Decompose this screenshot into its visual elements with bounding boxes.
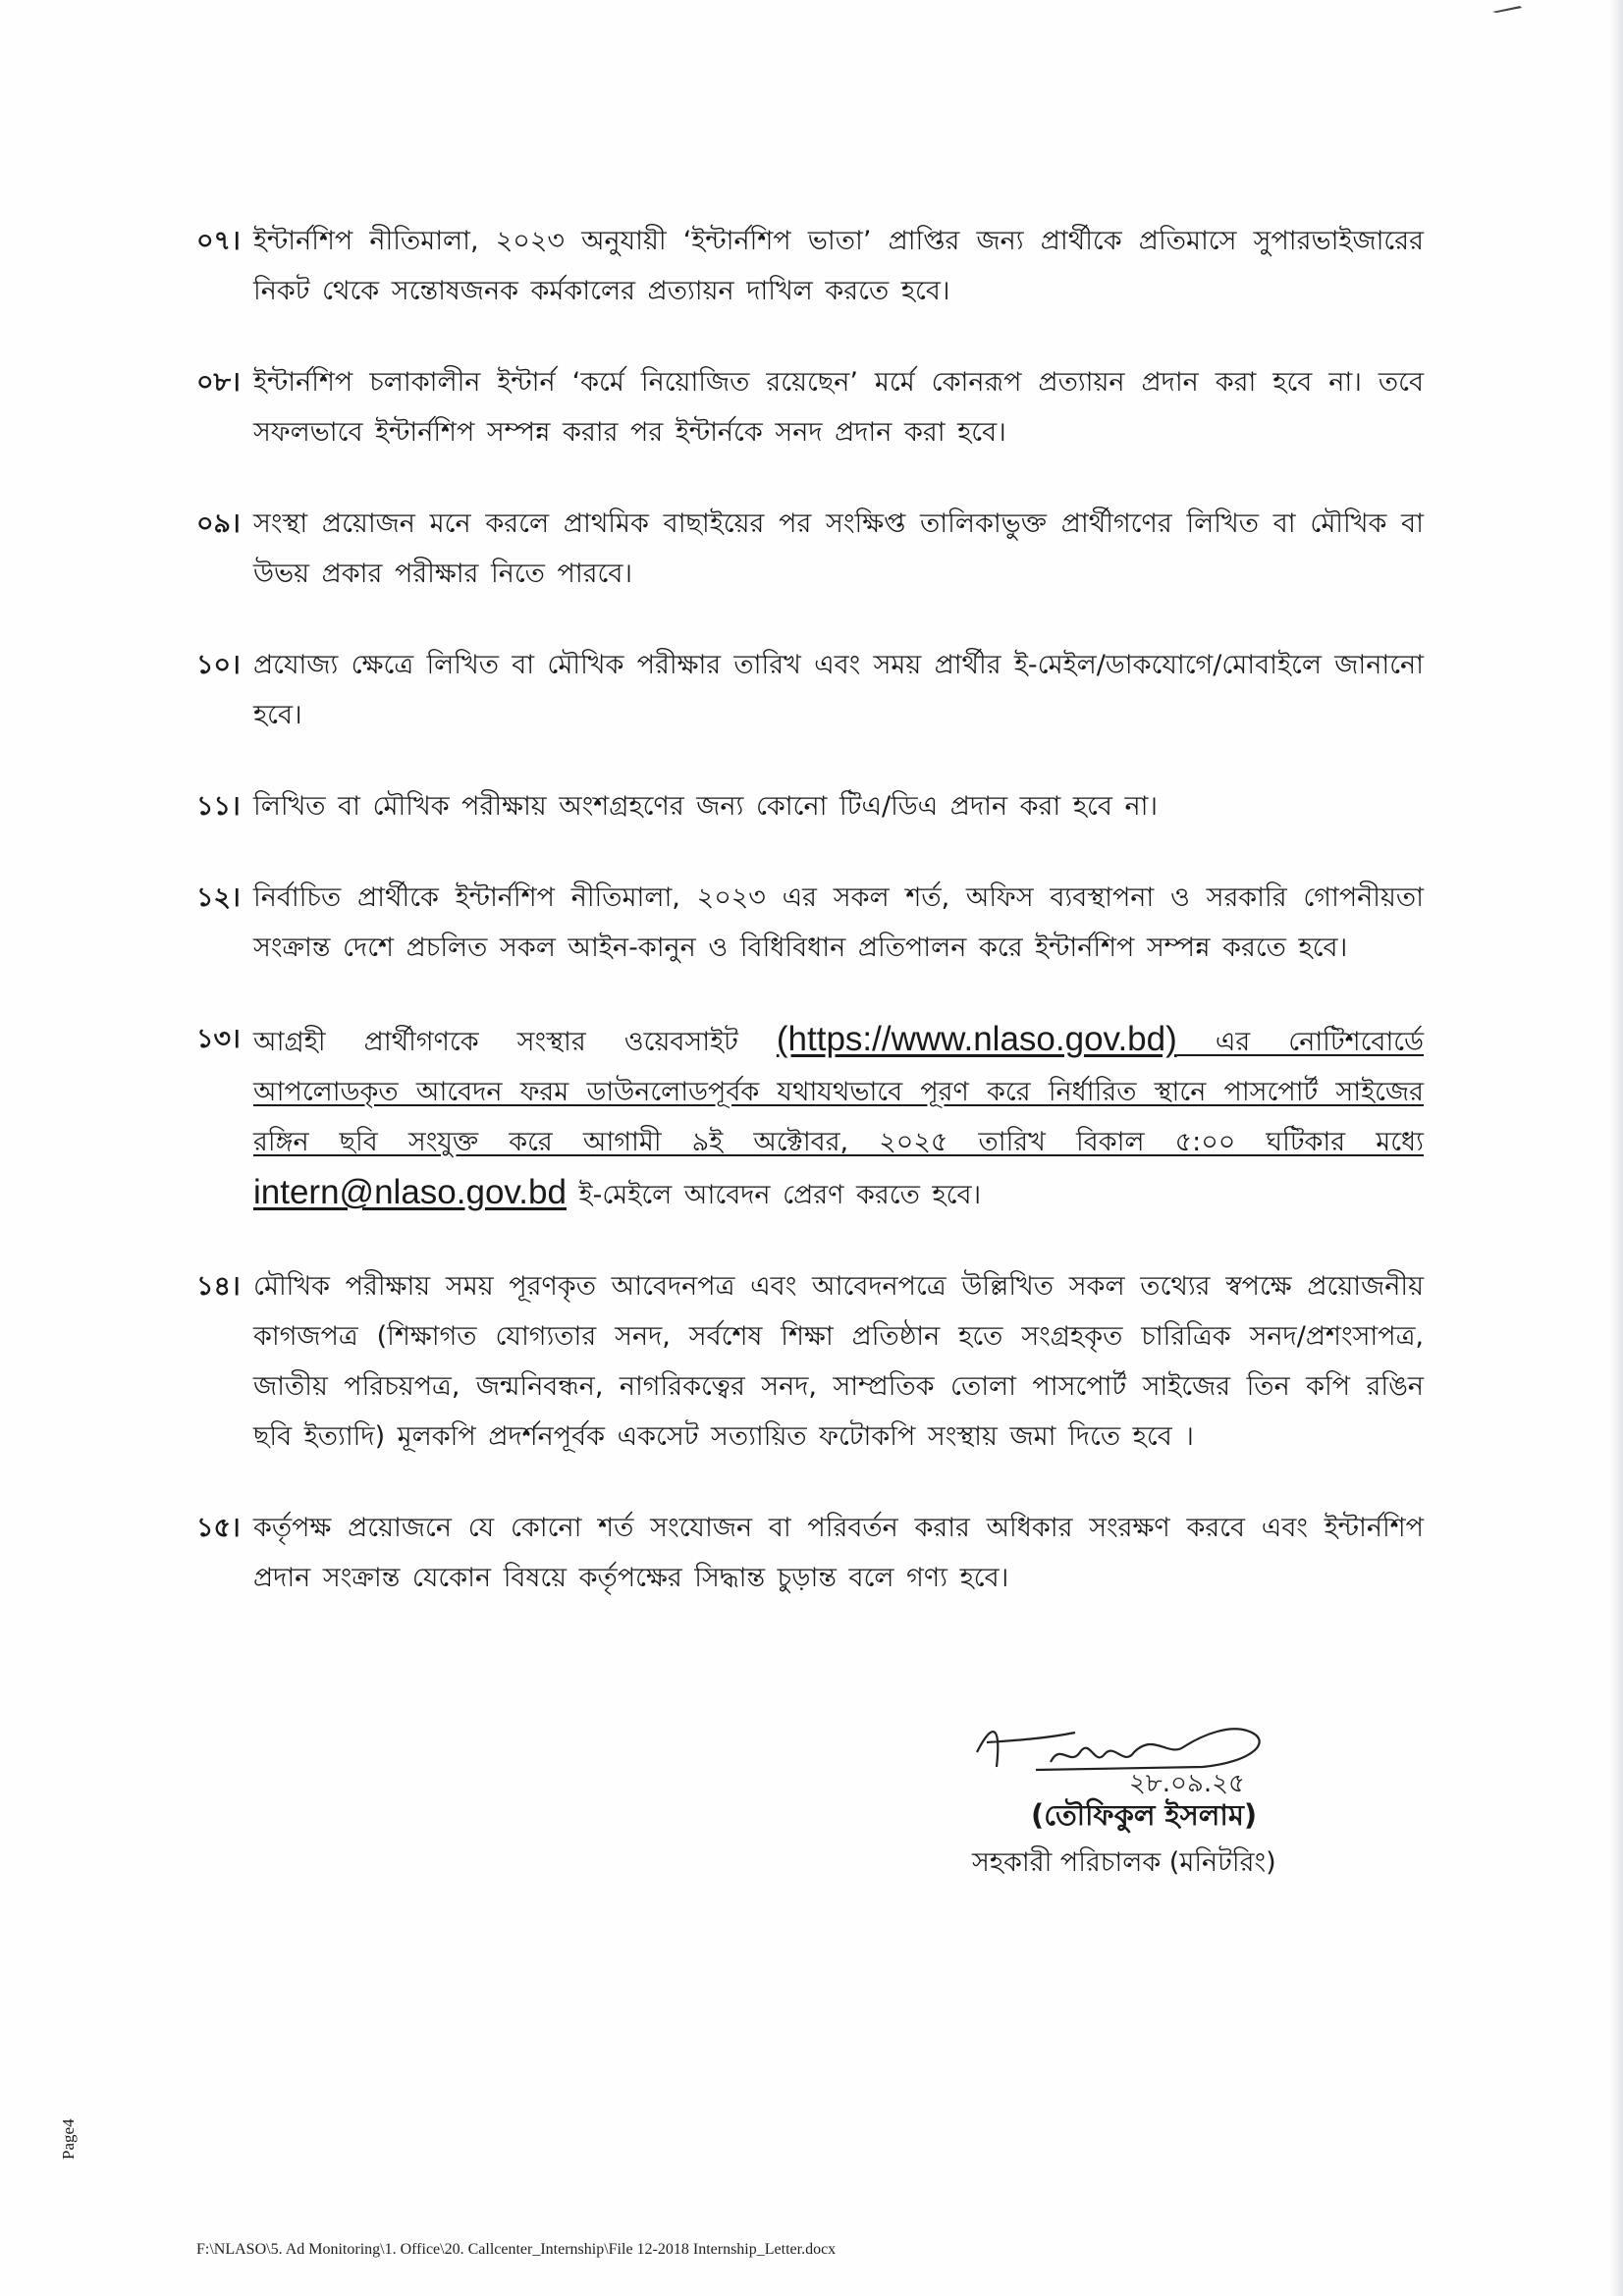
item-text: প্রযোজ্য ক্ষেত্রে লিখিত বা মৌখিক পরীক্ষার তারিখ এবং সময় প্রার্থীর ই-মেইল/ডাকযোগে/মোবাইলে জানানো হবে। (253, 650, 1424, 730)
item-number: ১৫। (196, 1513, 241, 1543)
file-path: F:\NLASO\5. Ad Monitoring\1. Office\20. Callcenter_Internship\File 12-2018 Internship_Letter.docx (196, 2241, 837, 2258)
item-text: কর্তৃপক্ষ প্রয়োজনে যে কোনো শর্ত সংযোজন বা পরিবর্তন করার অধিকার সংরক্ষণ করবে এবং ইন্টার্নশিপ প্রদান সংক্রান্ত যেকোন বিষয়ে কর্তৃপক্ষের সিদ্ধান্ত চুড়ান্ত বলে গণ্য হবে। (253, 1513, 1424, 1593)
conditions-list (196, 216, 1424, 1644)
list-item (196, 873, 1424, 973)
item-number: ১৩। (196, 1024, 241, 1054)
item-number: ০৭। (196, 226, 241, 256)
item-text: নির্বাচিত প্রার্থীকে ইন্টার্নশিপ নীতিমালা, ২০২৩ এর সকল শর্ত, অফিস ব্যবস্থাপনা ও সরকারি গোপনীয়তা সংক্রান্ত দেশে প্রচলিত সকল আইন-কানুন ও বিধিবিধান প্রতিপালন করে ইন্টার্নশিপ সম্পন্ন করতে হবে। (253, 882, 1424, 963)
item-text: লিখিত বা মৌখিক পরীক্ষায় অংশগ্রহণের জন্য কোনো টিএ/ডিএ প্রদান করা হবে না। (253, 791, 1159, 822)
signer-name: (তৌফিকুল ইসলাম) (1031, 1798, 1258, 1832)
item-number: ১১। (196, 791, 241, 822)
item-number: ১২। (196, 882, 241, 913)
list-item (196, 216, 1424, 316)
list-item (196, 640, 1424, 740)
email-link[interactable]: intern@nlaso.gov.bd (253, 1173, 567, 1211)
list-item-application (196, 1014, 1424, 1220)
signature-date: ২৮.০৯.২৫ (1129, 1769, 1245, 1798)
list-item (196, 499, 1424, 599)
list-item (196, 357, 1424, 457)
page-edge-shadow (1609, 0, 1623, 2296)
item-text (253, 1014, 1424, 1220)
item-number: ০৮। (196, 367, 241, 398)
handwritten-signature (957, 1713, 1281, 1801)
page-label: Page4 (59, 2118, 78, 2160)
item-text: মৌখিক পরীক্ষায় সময় পূরণকৃত আবেদনপত্র এবং আবেদনপত্রে উল্লিখিত সকল তথ্যের স্বপক্ষে প্রয়োজনীয় কাগজপত্র (শিক্ষাগত যোগ্যতার সনদ, সর্বশেষ শিক্ষা প্রতিষ্ঠান হতে সংগ্রহকৃত চারিত্রিক সনদ/প্রশংসাপত্র, জাতীয় পরিচয়পত্র, জন্মনিবন্ধন, নাগরিকত্বের সনদ, সাম্প্রতিক তোলা পাসপোর্ট সাইজের তিন কপি রঙিন ছবি ইত্যাদি) মূলকপি প্রদর্শনপূর্বক একসেট সত্যায়িত ফটোকপি সংস্থায় জমা দিতে হবে । (253, 1271, 1424, 1452)
corner-scan-mark (1490, 4, 1524, 14)
application-closing: ই-মেইলে আবেদন প্রেরণ করতে হবে। (566, 1180, 982, 1210)
list-item (196, 781, 1424, 831)
application-intro: আগ্রহী প্রার্থীগণকে সংস্থার ওয়েবসাইট (253, 1027, 777, 1057)
list-item (196, 1261, 1424, 1462)
item-number: ০৯। (196, 508, 241, 539)
item-text: ইন্টার্নশিপ চলাকালীন ইন্টার্ন ‘কর্মে নিয়োজিত রয়েছেন’ মর্মে কোনরূপ প্রত্যায়ন প্রদান করা হবে না। তবে সফলভাবে ইন্টার্নশিপ সম্পন্ন করার পর ইন্টার্নকে সনদ প্রদান করা হবে। (253, 367, 1424, 448)
item-text: সংস্থা প্রয়োজন মনে করলে প্রাথমিক বাছাইয়ের পর সংক্ষিপ্ত তালিকাভুক্ত প্রার্থীগণের লিখিত বা মৌখিক বা উভয় প্রকার পরীক্ষার নিতে পারবে। (253, 508, 1424, 589)
list-item (196, 1503, 1424, 1603)
application-instructions: এর নোটিশবোর্ডে আপলোডকৃত আবেদন ফরম ডাউনলোডপূর্বক যথাযথভাবে পূরণ করে নির্ধারিত স্থানে পাসপোর্ট সাইজের রঙ্গিন ছবি সংযুক্ত করে আগামী ৯ই অক্টোবর, ২০২৫ তারিখ বিকাল ৫:০০ ঘটিকার মধ্যে (253, 1027, 1425, 1157)
item-text: ইন্টার্নশিপ নীতিমালা, ২০২৩ অনুযায়ী ‘ইন্টার্নশিপ ভাতা’ প্রাপ্তির জন্য প্রার্থীকে প্রতিমাসে সুপারভাইজারের নিকট থেকে সন্তোষজনক কর্মকালের প্রত্যায়ন দাখিল করতে হবে। (253, 226, 1424, 306)
item-number: ১৪। (196, 1271, 241, 1302)
item-number: ১০। (196, 650, 241, 680)
signer-title: সহকারী পরিচালক (মনিটরিং) (972, 1847, 1276, 1878)
website-link[interactable]: (https://www.nlaso.gov.bd) (776, 1020, 1177, 1058)
